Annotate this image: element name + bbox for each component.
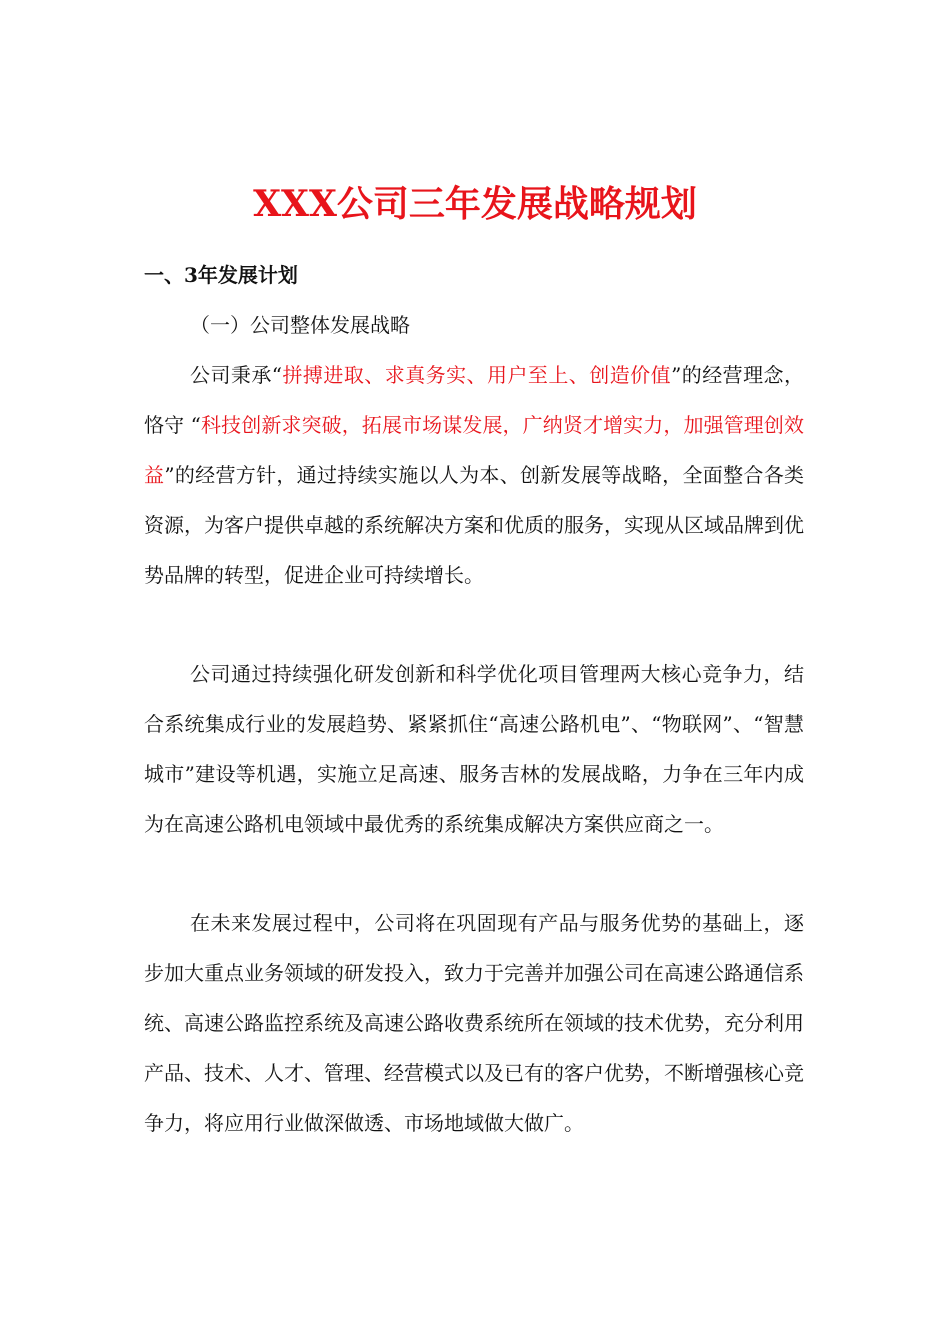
paragraph-text: ”的经营理念，恪守 “ (144, 363, 804, 437)
document-title: XXX公司三年发展战略规划 (253, 183, 697, 225)
section-heading: 一、3年发展计划 (144, 263, 298, 287)
paragraph-future-development: 在未来发展过程中，公司将在巩固现有产品与服务优势的基础上，逐步加大重点业务领域的研发投入，致力于完善并加强公司在高速公路通信系统、高速公路监控系统及高速公路收费系统所在领域的技术优势，充分利用产品、技术、人才、管理、经营模式以及已有的客户优势，不断增强核心竞争力，将应用行业做深做透、市场地域做大做广。 (144, 911, 804, 1135)
paragraph-text: 公司秉承“ (190, 363, 283, 387)
highlight-guideline: 科技创新求突破，拓展市场谋发展，广纳贤才增实力，加强管理创效益 (144, 413, 805, 487)
paragraph-text: ”的经营方针，通过持续实施以人为本、创新发展等战略，全面整合各类资源，为客户提供卓越的系统解决方案和优质的服务，实现从区域品牌到优势品牌的转型，促进企业可持续增长。 (144, 463, 804, 587)
paragraph-philosophy (144, 350, 804, 600)
highlight-philosophy: 拼搏进取、求真务实、用户至上、创造价值 (282, 363, 672, 387)
sub-heading: （一）公司整体发展战略 (190, 313, 410, 337)
paragraph-core-competence: 公司通过持续强化研发创新和科学优化项目管理两大核心竞争力，结合系统集成行业的发展趋势、紧紧抓住“高速公路机电”、“物联网”、“智慧城市”建设等机遇，实施立足高速、服务吉林的发展战略，力争在三年内成为在高速公路机电领域中最优秀的系统集成解决方案供应商之一。 (144, 662, 804, 836)
